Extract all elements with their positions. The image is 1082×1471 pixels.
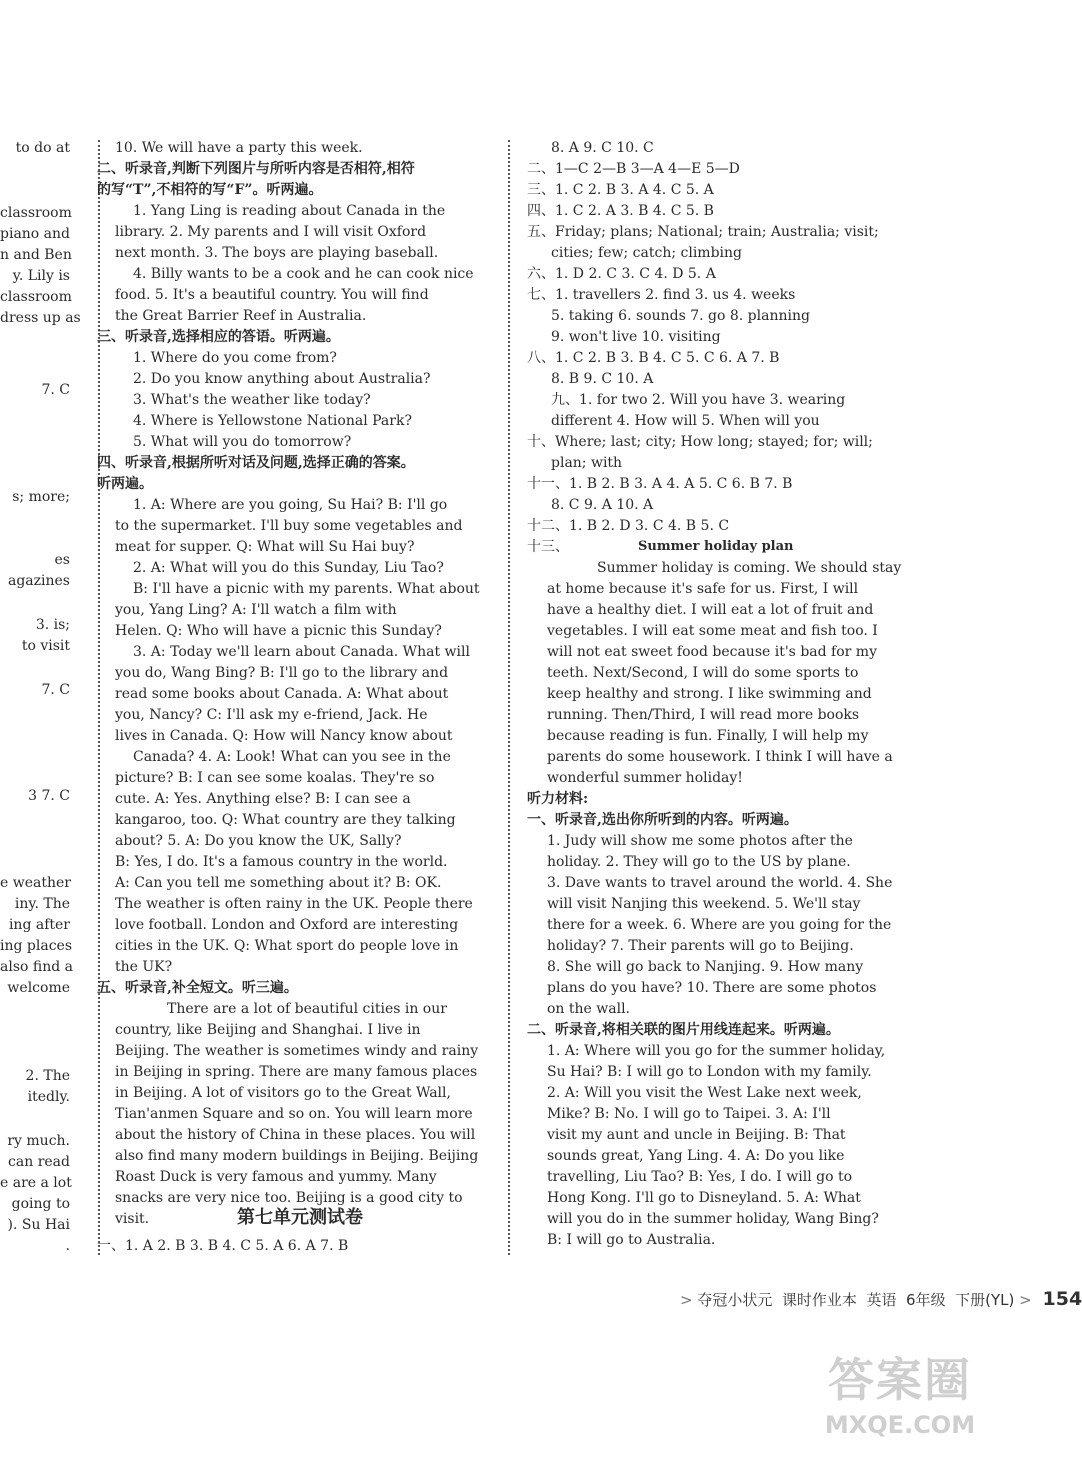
fragment-line: to do at bbox=[15, 140, 70, 156]
text-line: 十、Where; last; city; How long; stayed; for; will; bbox=[527, 434, 873, 450]
footer-book: 课时作业本 bbox=[781, 1291, 857, 1309]
fragment-line: classroom bbox=[0, 289, 72, 305]
text-line: 十二、1. B 2. D 3. C 4. B 5. C bbox=[527, 518, 730, 534]
text-line: have a healthy diet. I will eat a lot of fruit and bbox=[547, 602, 874, 618]
text-line: running. Then/Third, I will read more books bbox=[547, 707, 860, 723]
section-heading: 三、听录音,选择相应的答语。听两遍。 bbox=[97, 329, 340, 345]
fragment-line: . bbox=[65, 1238, 70, 1254]
text-line: kangaroo, too. Q: What country are they talking bbox=[115, 812, 456, 828]
essay-title: Summer holiday plan bbox=[638, 539, 794, 554]
text-line: read some books about Canada. A: What about bbox=[115, 686, 449, 702]
watermark-cn: 答案圈 bbox=[828, 1353, 972, 1407]
text-line: to the supermarket. I'll buy some vegetables and bbox=[115, 518, 463, 534]
text-line: 3. What's the weather like today? bbox=[133, 392, 371, 408]
fragment-line: es bbox=[54, 552, 70, 568]
text-line: in Beijing in spring. There are many famous places bbox=[115, 1064, 478, 1080]
text-line: 2. A: Will you visit the West Lake next week, bbox=[547, 1085, 862, 1101]
footer-arrow-icon: > bbox=[680, 1291, 693, 1309]
footer-volume: 下册(YL) bbox=[955, 1291, 1015, 1309]
text-line: there for a week. 6. Where are you going for the bbox=[547, 917, 892, 933]
text-line: lives in Canada. Q: How will Nancy know about bbox=[115, 728, 453, 744]
fragment-line: also find a bbox=[0, 959, 74, 975]
footer-arrow-icon: > bbox=[1019, 1291, 1032, 1309]
section-heading: 四、听录音,根据所听对话及问题,选择正确的答案。 bbox=[97, 455, 415, 471]
text-line: Mike? B: No. I will go to Taipei. 3. A: I'll bbox=[547, 1106, 831, 1122]
section-heading: 五、听录音,补全短文。听三遍。 bbox=[97, 980, 298, 996]
text-line: 八、1. C 2. B 3. B 4. C 5. C 6. A 7. B bbox=[527, 350, 780, 366]
fragment-line: classroom bbox=[0, 205, 72, 221]
text-line: teeth. Next/Second, I will do some sports to bbox=[547, 665, 859, 681]
text-line: on the wall. bbox=[547, 1001, 631, 1017]
text-line: plans do you have? 10. There are some photos bbox=[547, 980, 877, 996]
text-line: at home because it's safe for us. First, I will bbox=[547, 581, 859, 597]
text-line: 二、1—C 2—B 3—A 4—E 5—D bbox=[527, 161, 740, 177]
text-line: 2. A: What will you do this Sunday, Liu Tao? bbox=[133, 560, 444, 576]
text-line: 四、1. C 2. A 3. B 4. C 5. B bbox=[527, 203, 714, 219]
text-line: B: I will go to Australia. bbox=[547, 1232, 716, 1248]
text-line: cities; few; catch; climbing bbox=[551, 245, 743, 261]
text-line: 1. A: Where are you going, Su Hai? B: I'll go bbox=[133, 497, 448, 513]
watermark-logo bbox=[810, 1350, 990, 1460]
text-line: will visit Nanjing this weekend. 5. We'll stay bbox=[547, 896, 861, 912]
fragment-line: ry much. bbox=[7, 1133, 70, 1149]
text-line: Canada? 4. A: Look! What can you see in the bbox=[133, 749, 451, 765]
fragment-line: dress up as bbox=[0, 310, 81, 326]
text-line: 8. A 9. C 10. C bbox=[551, 140, 654, 156]
text-line: 十一、1. B 2. B 3. A 4. A 5. C 6. B 7. B bbox=[527, 476, 793, 492]
fragment-line: can read bbox=[8, 1154, 70, 1170]
text-line: 4. Where is Yellowstone National Park? bbox=[133, 413, 412, 429]
text-line: keep healthy and strong. I like swimming and bbox=[547, 686, 872, 702]
text-line: love football. London and Oxford are interesting bbox=[115, 917, 459, 933]
text-line: you, Yang Ling? A: I'll watch a film with bbox=[115, 602, 397, 618]
text-line: 8. C 9. A 10. A bbox=[551, 497, 654, 513]
text-line: There are a lot of beautiful cities in our bbox=[167, 1001, 447, 1017]
text-line: wonderful summer holiday! bbox=[547, 770, 743, 786]
text-line: cute. A: Yes. Anything else? B: I can see a bbox=[115, 791, 411, 807]
text-line: visit. bbox=[115, 1211, 150, 1227]
text-line: 9. won't live 10. visiting bbox=[551, 329, 721, 345]
section-heading: 一、听录音,选出你所听到的内容。听两遍。 bbox=[527, 812, 798, 828]
column-separator-left bbox=[98, 140, 100, 1255]
text-line: Roast Duck is very famous and yummy. Many bbox=[115, 1169, 437, 1185]
text-line: Summer holiday is coming. We should stay bbox=[597, 560, 902, 576]
text-line: because reading is fun. Finally, I will help my bbox=[547, 728, 869, 744]
text-line: 4. Billy wants to be a cook and he can cook nice bbox=[133, 266, 474, 282]
text-line: Tian'anmen Square and so on. You will learn more bbox=[115, 1106, 473, 1122]
fragment-line: 3. is; bbox=[35, 617, 70, 633]
text-line: different 4. How will 5. When will you bbox=[551, 413, 820, 429]
unit-heading: 第七单元测试卷 bbox=[237, 1207, 363, 1228]
text-line: 九、1. for two 2. Will you have 3. wearing bbox=[551, 392, 846, 408]
fragment-line: e are a lot bbox=[0, 1175, 72, 1191]
text-line: library. 2. My parents and I will visit Oxford bbox=[115, 224, 427, 240]
fragment-line: y. Lily is bbox=[12, 268, 70, 284]
text-line: holiday? 7. Their parents will go to Beijing. bbox=[547, 938, 854, 954]
text-line: Beijing. The weather is sometimes windy and rainy bbox=[115, 1043, 479, 1059]
text-line: also find many modern buildings in Beijing. Beijing bbox=[115, 1148, 479, 1164]
text-line: picture? B: I can see some koalas. They're so bbox=[115, 770, 435, 786]
section-heading: 二、听录音,将相关联的图片用线连起来。听两遍。 bbox=[527, 1022, 840, 1038]
page-footer bbox=[680, 1288, 1082, 1318]
text-line: Hong Kong. I'll go to Disneyland. 5. A: What bbox=[547, 1190, 861, 1206]
text-line: 1. Judy will show me some photos after the bbox=[547, 833, 853, 849]
text-line: 3. A: Today we'll learn about Canada. What will bbox=[133, 644, 470, 660]
watermark-url: MXQE.COM bbox=[824, 1411, 976, 1439]
text-line: Su Hai? B: I will go to London with my family. bbox=[547, 1064, 872, 1080]
text-line: A: Can you tell me something about it? B: OK. bbox=[115, 875, 442, 891]
fragment-line: going to bbox=[11, 1196, 70, 1212]
text-line: 2. Do you know anything about Australia? bbox=[133, 371, 431, 387]
text-line: The weather is often rainy in the UK. People there bbox=[115, 896, 473, 912]
text-line: 8. B 9. C 10. A bbox=[551, 371, 654, 387]
fragment-line: 3 7. C bbox=[28, 788, 70, 804]
text-line: 8. She will go back to Nanjing. 9. How many bbox=[547, 959, 864, 975]
text-line: snacks are very nice too. Beijing is a good city to bbox=[115, 1190, 463, 1206]
text-line: you, Nancy? C: I'll ask my e-friend, Jack. He bbox=[115, 707, 428, 723]
fragment-line: agazines bbox=[8, 573, 70, 589]
page-number: 154 bbox=[1042, 1288, 1082, 1310]
text-line: 七、1. travellers 2. find 3. us 4. weeks bbox=[527, 287, 796, 303]
text-line: country, like Beijing and Shanghai. I live in bbox=[115, 1022, 421, 1038]
fragment-line: ing after bbox=[8, 917, 70, 933]
text-line: 五、Friday; plans; National; train; Australia; visit; bbox=[527, 224, 879, 240]
text-line: visit my aunt and uncle in Beijing. B: That bbox=[547, 1127, 846, 1143]
text-line: 1. A: Where will you go for the summer holiday, bbox=[547, 1043, 886, 1059]
text-line: B: I'll have a picnic with my parents. What about bbox=[133, 581, 480, 597]
text-line: about the history of China in these places. You will bbox=[115, 1127, 476, 1143]
fragment-line: n and Ben bbox=[0, 247, 72, 263]
text-line: 三、1. C 2. B 3. A 4. C 5. A bbox=[527, 182, 714, 198]
text-line: food. 5. It's a beautiful country. You will find bbox=[115, 287, 429, 303]
fragment-line: s; more; bbox=[12, 489, 70, 505]
text-line: 十三、 bbox=[527, 539, 569, 555]
text-line: Helen. Q: Who will have a picnic this Sunday? bbox=[115, 623, 442, 639]
column-separator-right bbox=[508, 140, 510, 1255]
text-line: 5. What will you do tomorrow? bbox=[133, 434, 352, 450]
text-line: 5. taking 6. sounds 7. go 8. planning bbox=[551, 308, 810, 324]
fragment-line: 2. The bbox=[25, 1068, 70, 1084]
text-line: 3. Dave wants to travel around the world. 4. She bbox=[547, 875, 893, 891]
text-line: 1. Yang Ling is reading about Canada in the bbox=[133, 203, 446, 219]
text-line: 1. Where do you come from? bbox=[133, 350, 337, 366]
text-line: about? 5. A: Do you know the UK, Sally? bbox=[115, 833, 402, 849]
text-line: parents do some housework. I think I will have a bbox=[547, 749, 893, 765]
section-heading: 听两遍。 bbox=[97, 476, 153, 492]
fragment-line: ). Su Hai bbox=[7, 1217, 70, 1233]
text-line: 六、1. D 2. C 3. C 4. D 5. A bbox=[527, 266, 716, 282]
text-line: holiday. 2. They will go to the US by plane. bbox=[547, 854, 851, 870]
text-line: sounds great, Yang Ling. 4. A: Do you like bbox=[547, 1148, 845, 1164]
footer-subject: 英语 bbox=[866, 1291, 897, 1309]
text-line: you do, Wang Bing? B: I'll go to the library and bbox=[115, 665, 449, 681]
fragment-line: ing places bbox=[0, 938, 73, 954]
text-line: cities in the UK. Q: What sport do people love in bbox=[115, 938, 459, 954]
fragment-line: 7. C bbox=[41, 382, 70, 398]
text-line: travelling, Liu Tao? B: Yes, I do. I will go to bbox=[547, 1169, 853, 1185]
fragment-line: piano and bbox=[0, 226, 71, 242]
text-line: will not eat sweet food because it's bad for my bbox=[547, 644, 877, 660]
text-line: meat for supper. Q: What will Su Hai buy? bbox=[115, 539, 415, 555]
footer-grade: 6年级 bbox=[906, 1291, 946, 1309]
text-line: B: Yes, I do. It's a famous country in the world. bbox=[115, 854, 448, 870]
text-line: next month. 3. The boys are playing baseball. bbox=[115, 245, 439, 261]
section-heading: 二、听录音,判断下列图片与所听内容是否相符,相符 bbox=[97, 161, 415, 177]
fragment-line: e weather bbox=[0, 875, 71, 891]
fragment-line: welcome bbox=[7, 980, 70, 996]
fragment-line: 7. C bbox=[41, 682, 70, 698]
section-heading: 听力材料: bbox=[527, 791, 589, 807]
section-heading: 的写“T”,不相符的写“F”。听两遍。 bbox=[97, 182, 323, 198]
text-line: in Beijing. A lot of visitors go to the Great Wall, bbox=[115, 1085, 451, 1101]
unit-answers: 一、1. A 2. B 3. B 4. C 5. A 6. A 7. B bbox=[97, 1238, 349, 1254]
text-line: will you do in the summer holiday, Wang Bing? bbox=[547, 1211, 879, 1227]
fragment-line: to visit bbox=[21, 638, 70, 654]
footer-series: 夺冠小状元 bbox=[697, 1291, 773, 1309]
text-line: 10. We will have a party this week. bbox=[115, 140, 363, 156]
fragment-line: itedly. bbox=[27, 1089, 70, 1105]
text-line: the UK? bbox=[115, 959, 173, 975]
text-line: vegetables. I will eat some meat and fish too. I bbox=[547, 623, 878, 639]
text-line: the Great Barrier Reef in Australia. bbox=[115, 308, 367, 324]
text-line: plan; with bbox=[551, 455, 623, 471]
fragment-line: iny. The bbox=[14, 896, 70, 912]
